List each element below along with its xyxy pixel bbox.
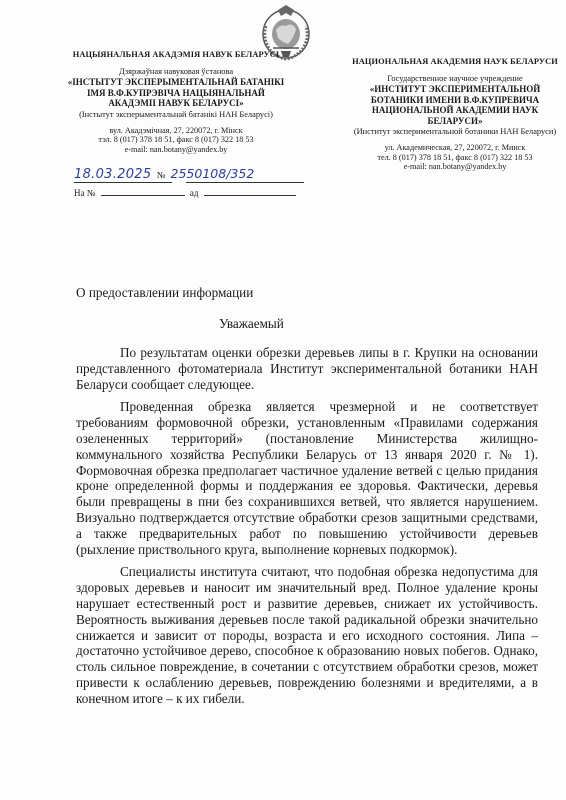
reference-date-blank [204,195,296,196]
reference-number-blank [101,195,185,196]
paragraph: По результатам оценки обрезки деревьев липы в г. Крупки на основании представленного фотоматериала Институт экспериментальной ботаники НАН Беларуси сообщает следующее. [76,345,538,392]
number-underline [186,182,304,183]
letterhead-belarusian [66,50,286,155]
institution-type: Дзяржаўная навуковая ўстанова [118,67,234,77]
institute-abbr: (Институт экспериментальной ботаники НАН Беларуси) [353,127,557,137]
letter-body [76,345,538,714]
address: вул. Акадэмічная, 27, 220072, г. Мінск [109,125,243,135]
institution-type: Государственное научное учреждение [387,74,523,84]
letter-date: 18.03.2025 [74,167,152,182]
letter-number: 2550108/352 [170,166,255,181]
email: e-mail: nan.botany@yandex.by [403,162,507,172]
reference-line [74,188,296,198]
phone: тэл. 8 (017) 378 18 51, факс 8 (017) 322 18 53 [98,135,254,145]
email: e-mail: nan.botany@yandex.by [124,145,228,155]
academy-name: НАЦИОНАЛЬНАЯ АКАДЕМИЯ НАУК БЕЛАРУСИ [352,57,558,66]
letter-subject: О предоставлении информации [76,285,254,300]
date-underline [74,182,172,183]
letterhead-russian [345,57,565,172]
paragraph: Специалисты института считают, что подобная обрезка недопустима для здоровых деревьев и наносит им значительный вред. Полное удаление кроны нарушает естественный рост и развитие деревьев, снижает их устойчивость. Вероятность выживания деревьев после такой радикальной обрезки значительно снижается и зависит от породы, возраста и его исходного состояния. Липа – достаточно устойчивое дерево, способное к образованию новых побегов. Однако, столь сильное повреждение, в сочетании с отсутствием обработки срезов, может привести к ослаблению деревьев, повреждению болезнями и вредителями, а в конечном итоге – к их гибели. [76,564,538,706]
phone: тел. 8 (017) 378 18 51, факс 8 (017) 322 18 53 [377,152,533,162]
reference-from-label: ад [189,188,199,198]
institute-name: «ИНСТИТУТ ЭКСПЕРИМЕНТАЛЬНОЙ БОТАНИКИ ИМЕНИ В.Ф.КУПРЕВИЧА НАЦИОНАЛЬНОЙ АКАДЕМИИ НАУК БЕЛАРУСИ» [369,84,541,126]
paragraph: Проведенная обрезка является чрезмерной и не соответствует требованиям формовочной обрезки, установленным «Правилами содержания озелененных территорий» (постановление Министерства жилищно-коммунального хозяйства Республики Беларусь от 13 января 2020 г. № 1). Формовочная обрезка предполагает частичное удаление ветвей с целью придания кроне определенной формы и поддержания ее здоровья. Фактически, деревья были превращены в пни без сохранившихся ветвей, что является нарушением. Визуально подтверждается отсутствие обработки срезов защитными средствами, а также предварительных работ по повышению устойчивости деревьев (рыхление приствольного круга, выполнение корневых подкормок). [76,399,538,557]
academy-name: НАЦЫЯНАЛЬНАЯ АКАДЭМІЯ НАВУК БЕЛАРУСІ [72,50,280,59]
institute-name: «ІНСТЫТУТ ЭКСПЕРЫМЕНТАЛЬНАЙ БАТАНІКІ ІМЯ В.Ф.КУПРЭВІЧА НАЦЫЯНАЛЬНАЙ АКАДЭМІІ НАВУК БЕЛАРУСІ» [67,77,285,109]
registration-line [74,166,304,182]
address: ул. Академическая, 27, 220072, г. Минск [384,143,526,153]
reference-label: На № [74,188,96,198]
number-sign: № [156,170,166,180]
letter-greeting: Уважаемый [219,316,284,331]
institute-abbr: (Інстытут эксперыментальнай батанікі НАН Беларусі) [79,109,273,119]
